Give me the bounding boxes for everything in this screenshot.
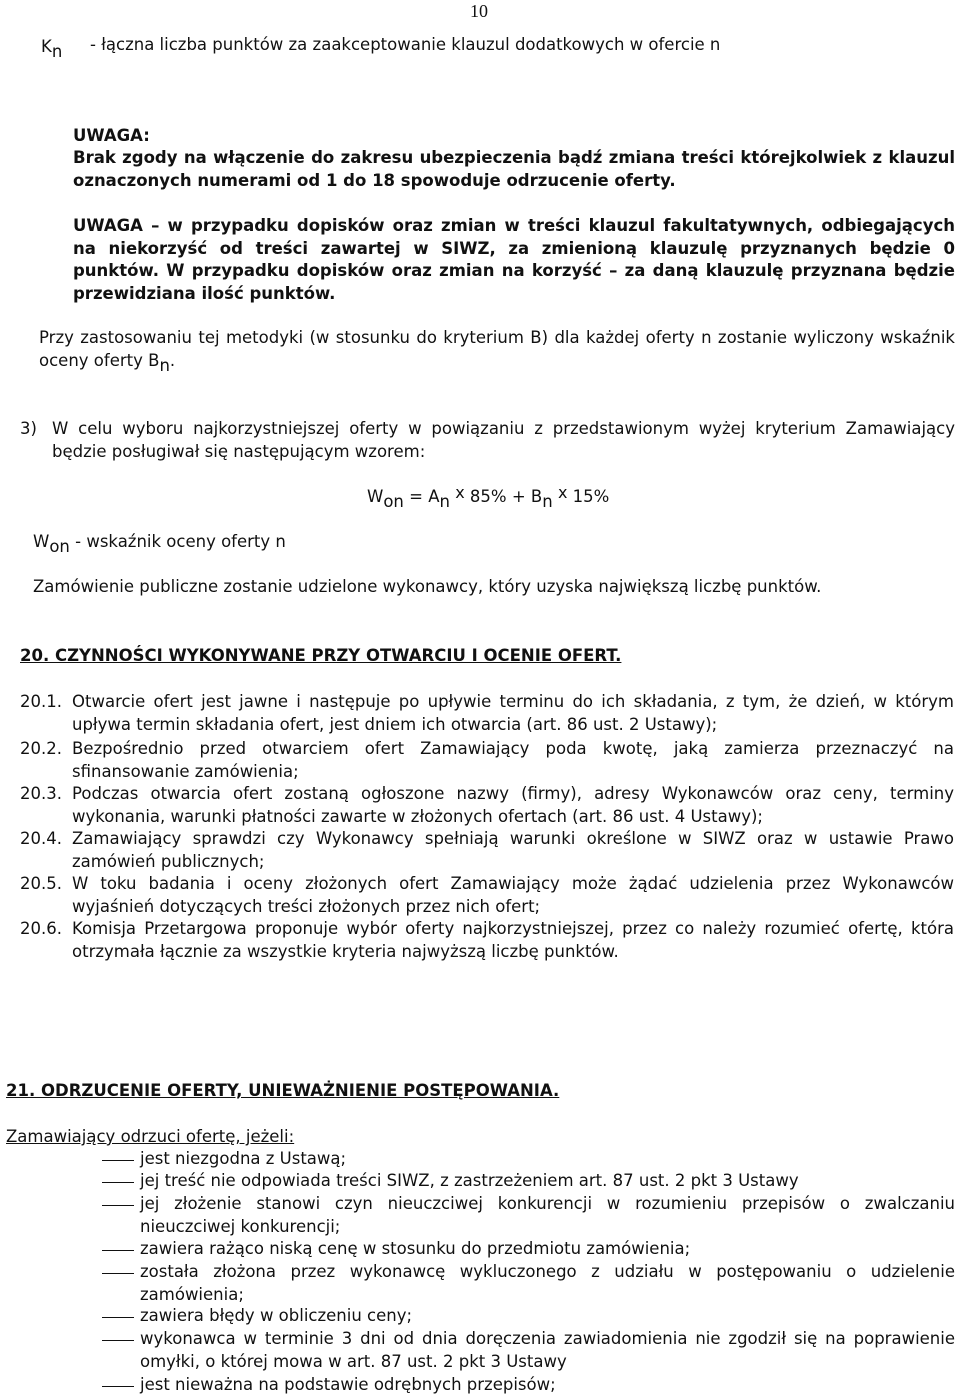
- item-number: 20.5.: [20, 874, 62, 893]
- uwaga-title: UWAGA:: [73, 126, 150, 145]
- bullet-dash: [102, 1182, 134, 1183]
- formula-w: W: [367, 487, 384, 506]
- methodology-text: Przy zastosowaniu tej metodyki (w stosunku do kryterium B) dla każdej oferty n zostanie wyliczony wskaźnik oceny oferty B: [39, 328, 955, 370]
- point3-text: W celu wyboru najkorzystniejszej oferty w powiązaniu z przedstawionym wyżej kryterium Zamawiający będzie posługiwał się następującym wzorem:: [52, 419, 955, 461]
- methodology-paragraph: [39, 327, 955, 375]
- won-letter: W: [33, 532, 50, 551]
- bullet-text: jej treść nie odpowiada treści SIWZ, z zastrzeżeniem art. 87 ust. 2 pkt 3 Ustawy: [140, 1171, 799, 1190]
- item-text: W toku badania i oceny złożonych ofert Zamawiający może żądać udzielenia przez Wykonawców wyjaśnień dotyczących treści złożonych przez nich ofert;: [72, 874, 954, 916]
- kn-letter: K: [41, 37, 52, 56]
- item-number: 20.3.: [20, 784, 62, 803]
- formula-mid: 85% + B: [464, 487, 543, 506]
- formula: [367, 483, 610, 511]
- kn-definition-text: - łączna liczba punktów za zaakceptowanie klauzul dodatkowych w ofercie n: [90, 35, 721, 54]
- bullet-text: zawiera rażąco niską cenę w stosunku do przedmiotu zamówienia;: [140, 1239, 691, 1258]
- item-number: 20.4.: [20, 829, 62, 848]
- kn-subscript: n: [51, 42, 63, 61]
- uwaga-clauses-text: UWAGA – w przypadku dopisków oraz zmian w treści klauzul fakultatywnych, odbiegających na niekorzyść od treści zawartej w SIWZ, za zmienioną klauzulę przyznanych będzie 0 punktów. W przypadku dopisków oraz zmian na korzyść – za daną klauzulę przyznana będzie przewidziana ilość punktów.: [73, 216, 955, 303]
- bullet-dash: [102, 1386, 134, 1387]
- bullet-dash: [102, 1317, 134, 1318]
- item-text: Otwarcie ofert jest jawne i następuje po upływie terminu do ich składania, z tym, że dzień, w którym upływa termin składania ofert, jest dniem ich otwarcia (art. 86 ust. 2 Ustawy);: [72, 692, 954, 734]
- bn-subscript: n: [159, 355, 170, 375]
- award-text: Zamówienie publiczne zostanie udzielone wykonawcy, który uzyska największą liczbę punktów.: [33, 577, 822, 596]
- won-subscript: on: [49, 537, 70, 556]
- kn-symbol: [41, 36, 62, 59]
- section-20-heading: 20. CZYNNOŚCI WYKONYWANE PRZY OTWARCIU I OCENIE OFERT.: [20, 646, 622, 665]
- bullet-dash: [102, 1273, 134, 1274]
- item-number: 20.2.: [20, 739, 62, 758]
- bullet-dash: [102, 1205, 134, 1206]
- bullet-text: jej złożenie stanowi czyn nieuczciwej konkurencji w rozumieniu przepisów o zwalczaniu nieuczciwej konkurencji;: [140, 1194, 955, 1236]
- won-definition: [33, 531, 286, 554]
- formula-times-2: x: [557, 483, 568, 502]
- methodology-end: .: [169, 350, 176, 370]
- item-text: Komisja Przetargowa proponuje wybór oferty najkorzystniejszej, przez co należy rozumieć ofertę, która otrzymała łącznie za wszystkie kryteria najwyższą liczbę punktów.: [72, 919, 954, 961]
- formula-b-sub: n: [542, 492, 553, 511]
- formula-times-1: x: [455, 483, 465, 502]
- bullet-dash: [102, 1340, 134, 1341]
- formula-end: 15%: [567, 487, 610, 506]
- point3-number: 3): [20, 419, 37, 438]
- bullet-text: wykonawca w terminie 3 dni od dnia doręczenia zawiadomienia nie zgodził się na poprawienie omyłki, o której mowa w art. 87 ust. 2 pkt 3 Ustawy: [140, 1329, 955, 1371]
- bullet-text: została złożona przez wykonawcę wykluczonego z udziału w postępowaniu o udzielenie zamówienia;: [140, 1262, 955, 1304]
- bullet-dash: [102, 1160, 134, 1161]
- formula-a-sub: n: [439, 492, 450, 511]
- bullet-text: jest niezgodna z Ustawą;: [140, 1149, 347, 1168]
- bullet-text: zawiera błędy w obliczeniu ceny;: [140, 1306, 413, 1325]
- item-number: 20.6.: [20, 919, 62, 938]
- bullet-text: jest nieważna na podstawie odrębnych przepisów;: [140, 1375, 556, 1394]
- item-text: Bezpośrednio przed otwarciem ofert Zamawiający poda kwotę, jaką zamierza przeznaczyć na sfinansowanie zamówienia;: [72, 739, 954, 781]
- item-number: 20.1.: [20, 692, 62, 711]
- uwaga-text: Brak zgody na włączenie do zakresu ubezpieczenia bądź zmiana treści którejkolwiek z klauzul oznaczonych numerami od 1 do 18 spowoduje odrzucenie oferty.: [73, 148, 955, 190]
- won-text: - wskaźnik oceny oferty n: [69, 532, 286, 551]
- formula-w-sub: on: [383, 492, 404, 511]
- section-21-heading: 21. ODRZUCENIE OFERTY, UNIEWAŻNIENIE POSTĘPOWANIA.: [6, 1081, 560, 1100]
- item-text: Podczas otwarcia ofert zostaną ogłoszone nazwy (firmy), adresy Wykonawców oraz ceny, terminy wykonania, warunki płatności zawarte w złożonych ofertach (art. 86 ust. 4 Ustawy);: [72, 784, 954, 826]
- bullet-dash: [102, 1250, 134, 1251]
- page-number: 10: [470, 1, 488, 21]
- item-text: Zamawiający sprawdzi czy Wykonawcy spełniają warunki określone w SIWZ oraz w ustawie Prawo zamówień publicznych;: [72, 829, 954, 871]
- section-21-subheading: Zamawiający odrzuci ofertę, jeżeli:: [6, 1127, 295, 1146]
- formula-eq: = A: [403, 487, 440, 506]
